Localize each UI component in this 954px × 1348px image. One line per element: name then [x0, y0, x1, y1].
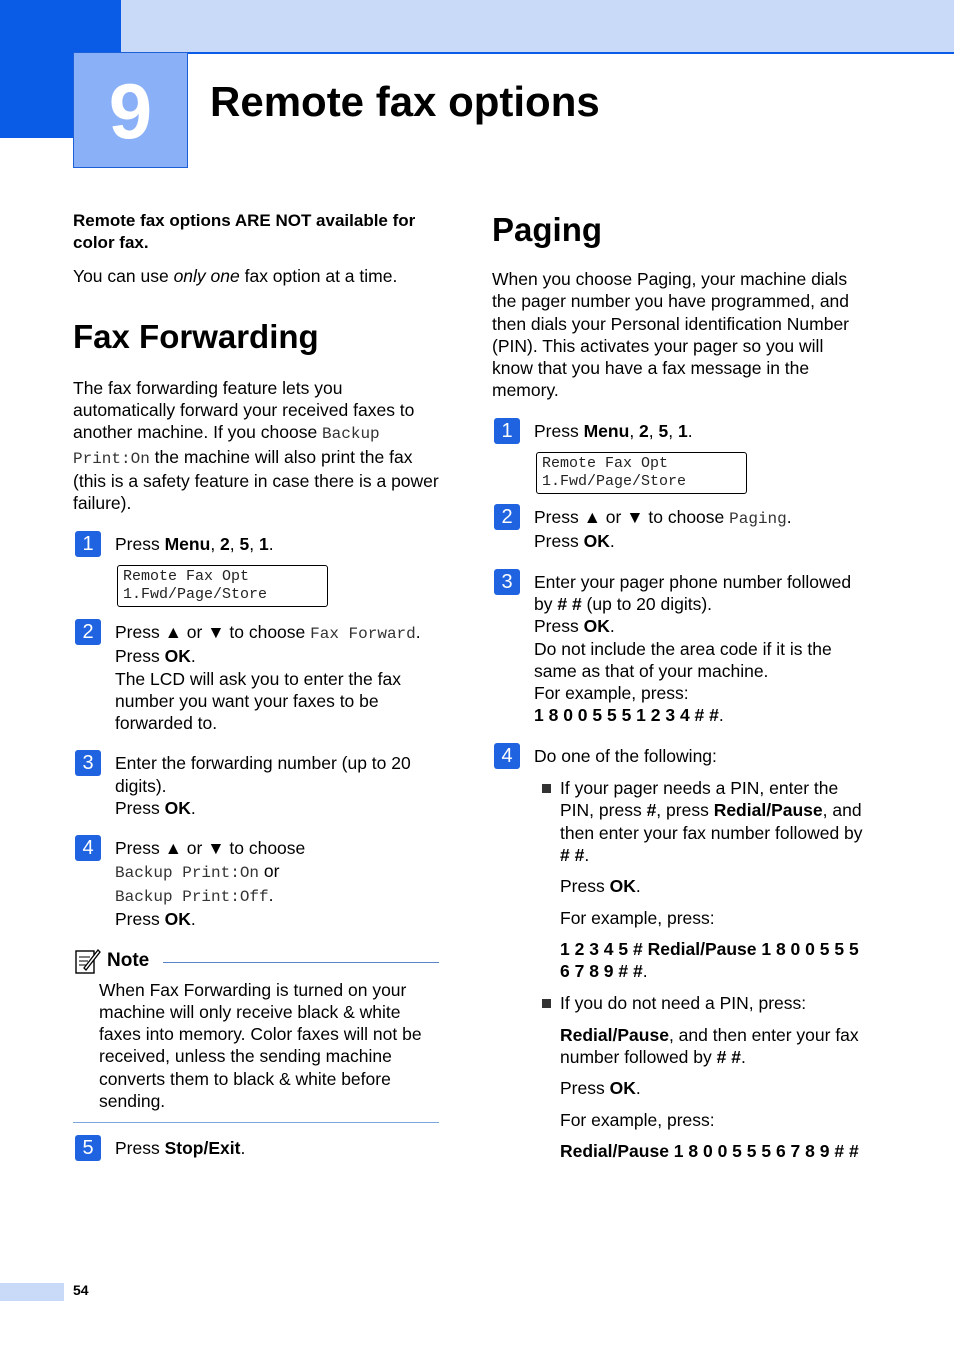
intro-text: You can use only one fax option at a time.: [73, 265, 398, 286]
lcd-line-2: 1.Fwd/Page/Store: [542, 473, 687, 491]
step-text: Press ▲ or ▼ to choose Fax Forward. Press OK. The LCD will ask you to enter the fax number you want your faxes to be forwarded to.: [115, 621, 421, 734]
lcd-line-2: 1.Fwd/Page/Store: [123, 585, 268, 603]
step-badge: 1: [75, 531, 101, 557]
step-2: [73, 621, 443, 734]
page-number: 54: [73, 1282, 89, 1298]
step-badge: 4: [75, 835, 101, 861]
step-1: [492, 420, 872, 494]
chapter-title: Remote fax options: [210, 78, 600, 125]
paging-description: When you choose Paging, your machine dials the pager number you have programmed, and then dials your Personal identification Number (PIN). This activates your pager so you will know that you have a fax message in the memory.: [492, 269, 850, 401]
step-5: [73, 1137, 443, 1159]
bullet-text: If your pager needs a PIN, enter the PIN, press #, press Redial/Pause, and then enter your fax number followed by # #.: [560, 778, 863, 865]
bullet-instruction: Redial/Pause, and then enter your fax number followed by # #.: [560, 1024, 859, 1068]
step-1: [73, 533, 443, 607]
note-header: [73, 947, 439, 975]
note-body: [73, 979, 439, 1113]
bullet-example: Redial/Pause 1 8 0 0 5 5 5 6 7 8 9 # #: [560, 1140, 859, 1161]
step-text: Press ▲ or ▼ to choose Backup Print:On or Backup Print:Off. Press OK.: [115, 838, 306, 930]
step-badge: 3: [75, 750, 101, 776]
step-badge: 2: [75, 619, 101, 645]
note-bottom-rule: [73, 1122, 439, 1123]
step-4: [73, 837, 443, 930]
option-without-pin: [534, 992, 872, 1162]
lcd-display: [536, 452, 747, 494]
note-pencil-icon: [73, 947, 101, 975]
step-text: Do one of the following:: [534, 745, 717, 766]
note-text: When Fax Forwarding is turned on your machine will only receive black & white faxes into memory. Color faxes will not be received, unless the sending machine converts them to black & white before sending.: [99, 979, 422, 1112]
step-badge: 2: [494, 504, 520, 530]
bullet-square-icon: [542, 999, 551, 1008]
step-badge: 5: [75, 1135, 101, 1161]
step-3: [73, 752, 443, 819]
bullet-square-icon: [542, 784, 551, 793]
chapter-number: 9: [73, 52, 188, 168]
lcd-display: [117, 565, 328, 607]
bullet-example-label: For example, press:: [560, 1109, 715, 1130]
bullet-example: 1 2 3 4 5 # Redial/Pause 1 8 0 0 5 5 5 6 7 8 9 # #.: [560, 938, 859, 982]
right-column: [492, 210, 872, 1162]
availability-warning: Remote fax options ARE NOT available for color fax.: [73, 211, 416, 253]
step-text: Press ▲ or ▼ to choose Paging. Press OK.: [534, 507, 792, 552]
step-badge: 1: [494, 418, 520, 444]
step-text: Enter the forwarding number (up to 20 digits). Press OK.: [115, 753, 411, 819]
step-4: [492, 745, 872, 1162]
step-text: Press Menu, 2, 5, 1.: [115, 533, 274, 554]
bullet-text: If you do not need a PIN, press:: [560, 993, 807, 1014]
lcd-line-1: Remote Fax Opt: [542, 455, 669, 473]
step-text: Press Stop/Exit.: [115, 1138, 246, 1159]
header-band: [121, 0, 954, 54]
step-badge: 4: [494, 743, 520, 769]
bullet-press-ok: Press OK.: [560, 876, 641, 897]
option-with-pin: [534, 777, 872, 982]
step-text: Enter your pager phone number followed by # # (up to 20 digits). Press OK. Do not include the area code if it is the same as that of your machine. For example, press: 1 8 0 0 5 5 5 1 2 3 4 # #.: [534, 571, 852, 726]
step-text: Press Menu, 2, 5, 1.: [534, 420, 693, 441]
note-divider: [163, 962, 439, 963]
step-badge: 3: [494, 569, 520, 595]
bullet-example-label: For example, press:: [560, 907, 715, 928]
section-heading-paging: Paging: [492, 211, 603, 248]
step-3: [492, 571, 872, 727]
step-2: [492, 506, 872, 553]
note-label: Note: [107, 949, 150, 971]
left-column: [73, 210, 443, 1160]
fax-forwarding-description: The fax forwarding feature lets you automatically forward your received faxes to another machine. If you choose Backup Print:On the machine will also print the fax (this is a safety feature in case there is a power failure).: [73, 377, 439, 514]
bullet-press-ok: Press OK.: [560, 1078, 641, 1099]
note-box: [73, 947, 439, 1124]
lcd-line-1: Remote Fax Opt: [123, 567, 250, 585]
section-heading-fax-forwarding: Fax Forwarding: [73, 317, 319, 355]
footer-page-band: [0, 1283, 64, 1301]
